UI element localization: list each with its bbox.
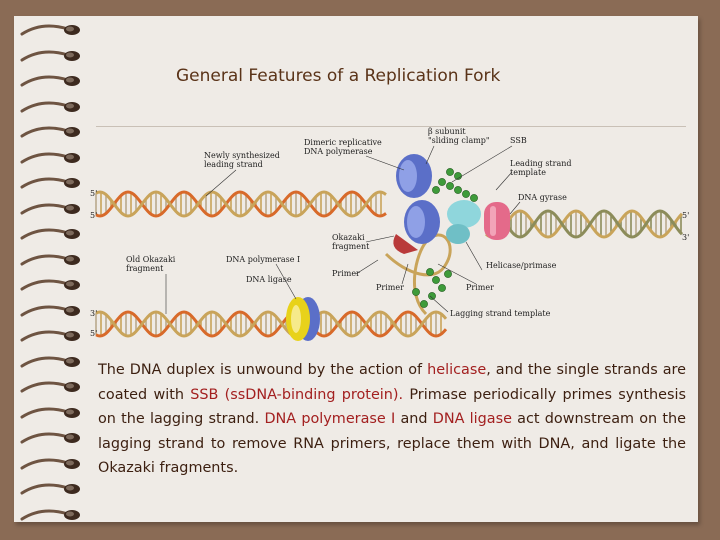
ssb-bead	[462, 190, 469, 197]
ssb-bead	[444, 270, 451, 277]
slide-title: General Features of a Replication Fork	[176, 66, 501, 86]
binder-ring	[20, 73, 84, 87]
label-old-okazaki-2: fragment	[126, 264, 164, 273]
ssb-bead	[428, 292, 435, 299]
binder-ring	[20, 328, 84, 342]
label-primer-c: Primer	[466, 283, 494, 292]
paragraph-text: , and the single strands are coated with	[98, 362, 686, 403]
label-old-okazaki-1: Old Okazaki	[126, 255, 176, 264]
binder-ring	[20, 430, 84, 444]
helicase-primase	[446, 200, 481, 244]
paragraph-text: act downstream on the lagging strand to remove RNA primers, replace them with DNA, and ligate the Okazaki fragments.	[98, 411, 686, 476]
highlighted-term: SSB (ss	[190, 386, 246, 403]
dna-helices	[96, 192, 682, 336]
highlighted-term: DNA-binding protein).	[245, 386, 404, 403]
label-dimeric-2: DNA polymerase	[304, 147, 373, 156]
binder-ring	[20, 456, 84, 470]
ssb-bead	[470, 194, 477, 201]
ssb-bead	[412, 288, 419, 295]
label-beta-1: β subunit	[428, 127, 466, 136]
binder-ring	[20, 226, 84, 240]
label-5prime-left-low: 5'	[90, 329, 98, 338]
binder-ring	[20, 481, 84, 495]
binder-ring	[20, 201, 84, 215]
dna-gyrase	[484, 202, 510, 240]
description-paragraph	[98, 358, 686, 481]
paragraph-text: and	[395, 411, 433, 427]
label-okazaki-2: fragment	[332, 242, 370, 251]
leading-helix	[96, 192, 386, 216]
label-okazaki-1: Okazaki	[332, 233, 365, 242]
ssb-bead	[454, 186, 461, 193]
highlighted-term: DNA polymerase I	[264, 411, 396, 427]
ssb-bead	[446, 182, 453, 189]
binder-ring	[20, 22, 84, 36]
label-gyrase: DNA gyrase	[518, 193, 567, 202]
label-dimeric-1: Dimeric replicative	[304, 138, 382, 147]
binder-ring	[20, 379, 84, 393]
binder-ring	[20, 99, 84, 113]
binder-ring	[20, 507, 84, 521]
label-pol1: DNA polymerase I	[226, 255, 301, 264]
label-lagging-tmpl: Lagging strand template	[450, 309, 551, 318]
ssb-bead	[432, 276, 439, 283]
binder-ring	[20, 405, 84, 419]
binder-ring	[20, 303, 84, 317]
ssb-bead	[438, 284, 445, 291]
highlighted-term: helicase	[427, 362, 487, 378]
paragraph-text: Primase periodically primes synthesis on the lagging strand.	[98, 386, 686, 427]
lagging-helix	[96, 312, 446, 336]
label-newly-synth-1: Newly synthesized	[204, 151, 280, 160]
label-5prime-right-top: 5'	[682, 211, 690, 220]
binder-ring	[20, 175, 84, 189]
dimeric-dna-polymerase	[393, 154, 440, 254]
label-5prime-left-top: 5'	[90, 189, 98, 198]
parental-helix	[486, 211, 682, 237]
label-3prime-right-low: 3'	[682, 233, 690, 242]
binder-ring	[20, 150, 84, 164]
paragraph-text: The DNA duplex is unwound by the action of	[98, 362, 428, 378]
label-primer-b: Primer	[376, 283, 404, 292]
label-ssb: SSB	[510, 136, 527, 145]
binder-ring	[20, 252, 84, 266]
binder-ring	[20, 277, 84, 291]
label-beta-2: "sliding clamp"	[428, 136, 490, 145]
binder-ring	[20, 354, 84, 368]
label-helicase-primase: Helicase/primase	[486, 261, 557, 270]
label-primer-a: Primer	[332, 269, 360, 278]
binder-ring	[20, 48, 84, 62]
replication-fork-diagram	[86, 124, 692, 349]
label-ligase: DNA ligase	[246, 275, 292, 284]
ssb-bead	[438, 178, 445, 185]
ssb-bead	[446, 168, 453, 175]
dna-ligase-and-polymerase-i	[286, 297, 320, 341]
label-5prime-left-mid: 5'	[90, 211, 98, 220]
binder-ring	[20, 124, 84, 138]
label-3prime-left-low: 3'	[90, 309, 98, 318]
highlighted-term: DNA ligase	[432, 411, 512, 427]
label-leading-tmpl-1: Leading strand	[510, 159, 572, 168]
ssb-bead	[432, 186, 439, 193]
ssb-bead	[426, 268, 433, 275]
label-leading-tmpl-2: template	[510, 168, 546, 177]
label-newly-synth-2: leading strand	[204, 160, 263, 169]
ssb-bead	[420, 300, 427, 307]
